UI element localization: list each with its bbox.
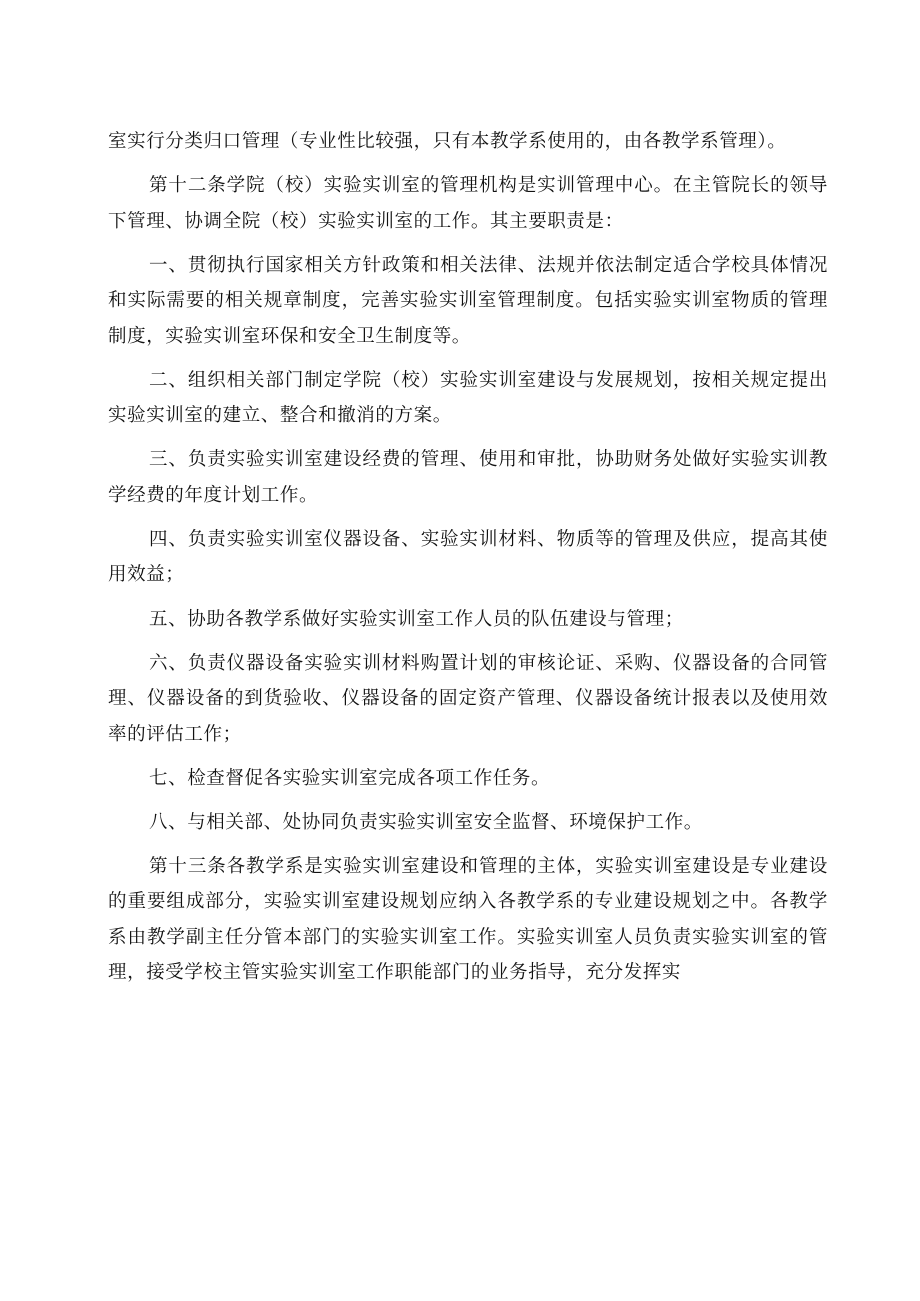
- paragraph-article-12: 第十二条学院（校）实验实训室的管理机构是实训管理中心。在主管院长的领导下管理、协调全院（校）实验实训室的工作。其主要职责是：: [108, 175, 828, 232]
- paragraph-item-3: 三、负责实验实训室建设经费的管理、使用和审批，协助财务处做好实验实训教学经费的年度计划工作。: [108, 449, 828, 506]
- paragraph-item-8: 八、与相关部、处协同负责实验实训室安全监督、环境保护工作。: [149, 811, 703, 833]
- paragraph-article-13: 第十三条各教学系是实验实训室建设和管理的主体，实验实训室建设是专业建设的重要组成部分，实验实训室建设规划应纳入各教学系的专业建设规划之中。各教学系由教学副主任分管本部门的实验实训室工作。实验实训室人员负责实验实训室的管理，接受学校主管实验实训室工作职能部门的业务指导，充分发挥实: [108, 855, 828, 984]
- paragraph-continuation: 室实行分类归口管理（专业性比较强，只有本教学系使用的，由各教学系管理）。: [108, 131, 787, 152]
- paragraph-item-6: 六、负责仪器设备实验实训材料购置计划的审核论证、采购、仪器设备的合同管理、仪器设备的到货验收、仪器设备的固定资产管理、仪器设备统计报表以及使用效率的评估工作；: [108, 652, 828, 745]
- document-body: [108, 124, 828, 1000]
- paragraph-item-4: 四、负责实验实训室仪器设备、实验实训材料、物质等的管理及供应，提高其使用效益；: [108, 528, 828, 586]
- paragraph-item-2: 二、组织相关部门制定学院（校）实验实训室建设与发展规划，按相关规定提出实验实训室的建立、整合和撤消的方案。: [108, 369, 828, 427]
- paragraph-item-1: 一、贯彻执行国家相关方针政策和相关法律、法规并依法制定适合学校具体情况和实际需要的相关规章制度，完善实验实训室管理制度。包括实验实训室物质的管理制度，实验实训室环保和安全卫生制度等。: [108, 254, 828, 347]
- paragraph-item-5: 五、协助各教学系做好实验实训室工作人员的队伍建设与管理；: [149, 608, 684, 630]
- paragraph-item-7: 七、检查督促各实验实训室完成各项工作任务。: [149, 767, 551, 789]
